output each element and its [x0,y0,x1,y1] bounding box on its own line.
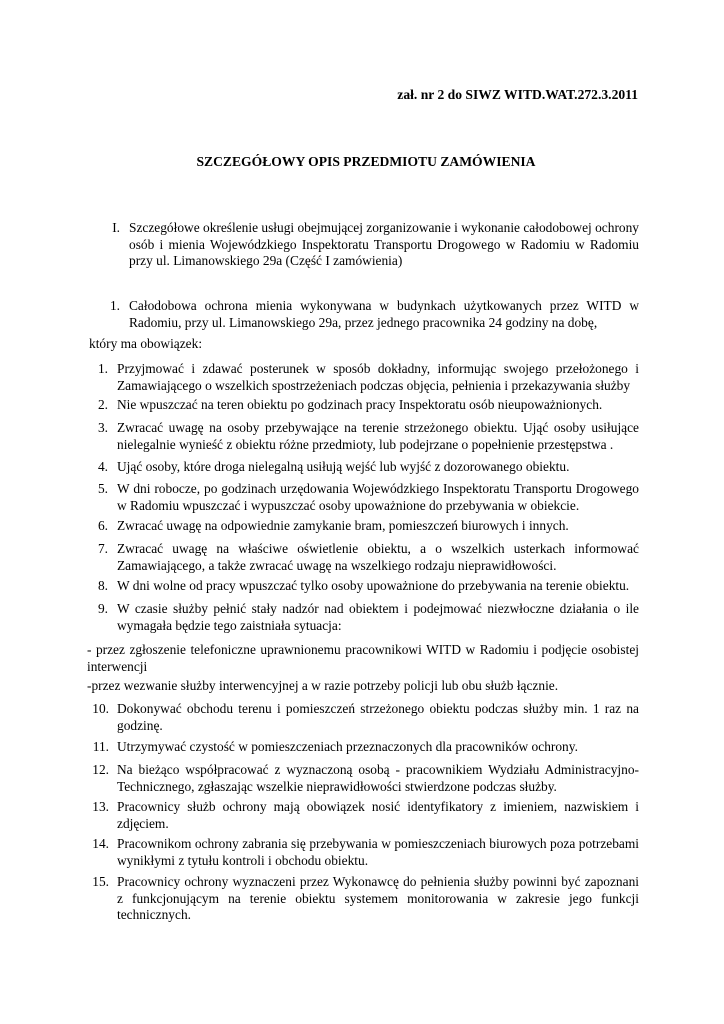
reference-number: zał. nr 2 do SIWZ WITD.WAT.272.3.2011 [397,87,638,102]
list-item-number: 12. [92,762,109,777]
section-number: I. [112,220,120,235]
dash-paragraph: - przez zgłoszenie telefoniczne uprawnionemu pracownikowi WITD w Radomiu i podjęcie osobistej interwencji [87,642,639,674]
list-item: W dni robocze, po godzinach urzędowania Wojewódzkiego Inspektoratu Transportu Drogowego w Radomiu wpuszczać i wypuszczać osoby upoważnione do przebywania w obiekcie. [117,481,639,513]
list-item: Zwracać uwagę na odpowiednie zamykanie bram, pomieszczeń biurowych i innych. [117,518,569,533]
list-item-number: 14. [92,836,109,851]
list-item-number: 2. [97,397,108,412]
list-item: Ująć osoby, które droga nielegalną usiłują wejść lub wyjść z dozorowanego obiektu. [117,459,570,474]
list-item-number: 10. [92,701,109,716]
list-item-number: 8. [97,578,108,593]
duties-intro: który ma obowiązek: [89,336,203,351]
point-text: Całodobowa ochrona mienia wykonywana w budynkach użytkowanych przez WITD w Radomiu, przy ul. Limanowskiego 29a, przez jednego pracownika 24 godziny na dobę, [129,298,639,330]
page-title: SZCZEGÓŁOWY OPIS PRZEDMIOTU ZAMÓWIENIA [196,154,536,169]
list-item: W czasie służby pełnić stały nadzór nad obiektem i podejmować niezwłoczne działania o ile wymagała będzie tego zaistniała sytuacja: [117,601,639,633]
list-item: Dokonywać obchodu terenu i pomieszczeń strzeżonego obiektu podczas służby min. 1 raz na godzinę. [117,701,639,733]
list-item-number: 11. [92,739,109,754]
list-item: Nie wpuszczać na teren obiektu po godzinach pracy Inspektoratu osób nieupoważnionych. [117,397,603,412]
list-item: Zwracać uwagę na właściwe oświetlenie obiektu, a o wszelkich usterkach informować Zamawiającego, a także zwracać uwagę na wszelkiego rodzaju nieprawidłowości. [117,541,639,573]
section-text: Szczegółowe określenie usługi obejmującej zorganizowanie i wykonanie całodobowej ochrony osób i mienia Wojewódzkiego Inspektoratu Transportu Drogowego w Radomiu w Radomiu przy ul. Limanowskiego 29a (Część I zamówienia) [129,220,639,268]
list-item-number: 9. [97,601,108,616]
list-item-number: 3. [97,420,108,435]
list-item-number: 4. [97,459,108,474]
list-item: Na bieżąco współpracować z wyznaczoną osobą - pracownikiem Wydziału Administracyjno-Technicznego, zgłaszając wszelkie nieprawidłowości stwierdzone podczas służby. [117,762,639,794]
list-item: Pracownicy służb ochrony mają obowiązek nosić identyfikatory z imieniem, nazwiskiem i zdjęciem. [117,799,639,831]
list-item: Przyjmować i zdawać posterunek w sposób dokładny, informując swojego przełożonego i Zamawiającego o wszelkich spostrzeżeniach podczas objęcia, pełnienia i przekazywania służby [117,361,639,393]
list-item: Pracownicy ochrony wyznaczeni przez Wykonawcę do pełnienia służby powinni być zapoznani z funkcjonującym na terenie obiektu systemem monitorowania w zakresie jego funkcji technicznych. [117,874,639,922]
list-item: Utrzymywać czystość w pomieszczeniach przeznaczonych dla pracowników ochrony. [117,739,578,754]
list-item-number: 13. [92,799,109,814]
list-item: Pracownikom ochrony zabrania się przebywania w pomieszczeniach biurowych poza potrzebami wynikłymi z tytułu kontroli i obchodu obiektu. [117,836,639,868]
list-item-number: 15. [92,874,109,889]
point-number: 1. [109,298,120,313]
list-item-number: 1. [97,361,108,376]
list-item: W dni wolne od pracy wpuszczać tylko osoby upoważnione do przebywania na terenie obiektu. [117,578,630,593]
list-item-number: 7. [97,541,108,556]
list-item-number: 6. [97,518,108,533]
dash-paragraph: -przez wezwanie służby interwencyjnej a w razie potrzeby policji lub obu służb łącznie. [87,678,559,693]
list-item-number: 5. [97,481,108,496]
list-item: Zwracać uwagę na osoby przebywające na terenie strzeżonego obiektu. Ująć osoby usiłujące nielegalnie wynieść z obiektu różne przedmioty, lub podejrzane o popełnienie przestępstwa . [117,420,639,452]
